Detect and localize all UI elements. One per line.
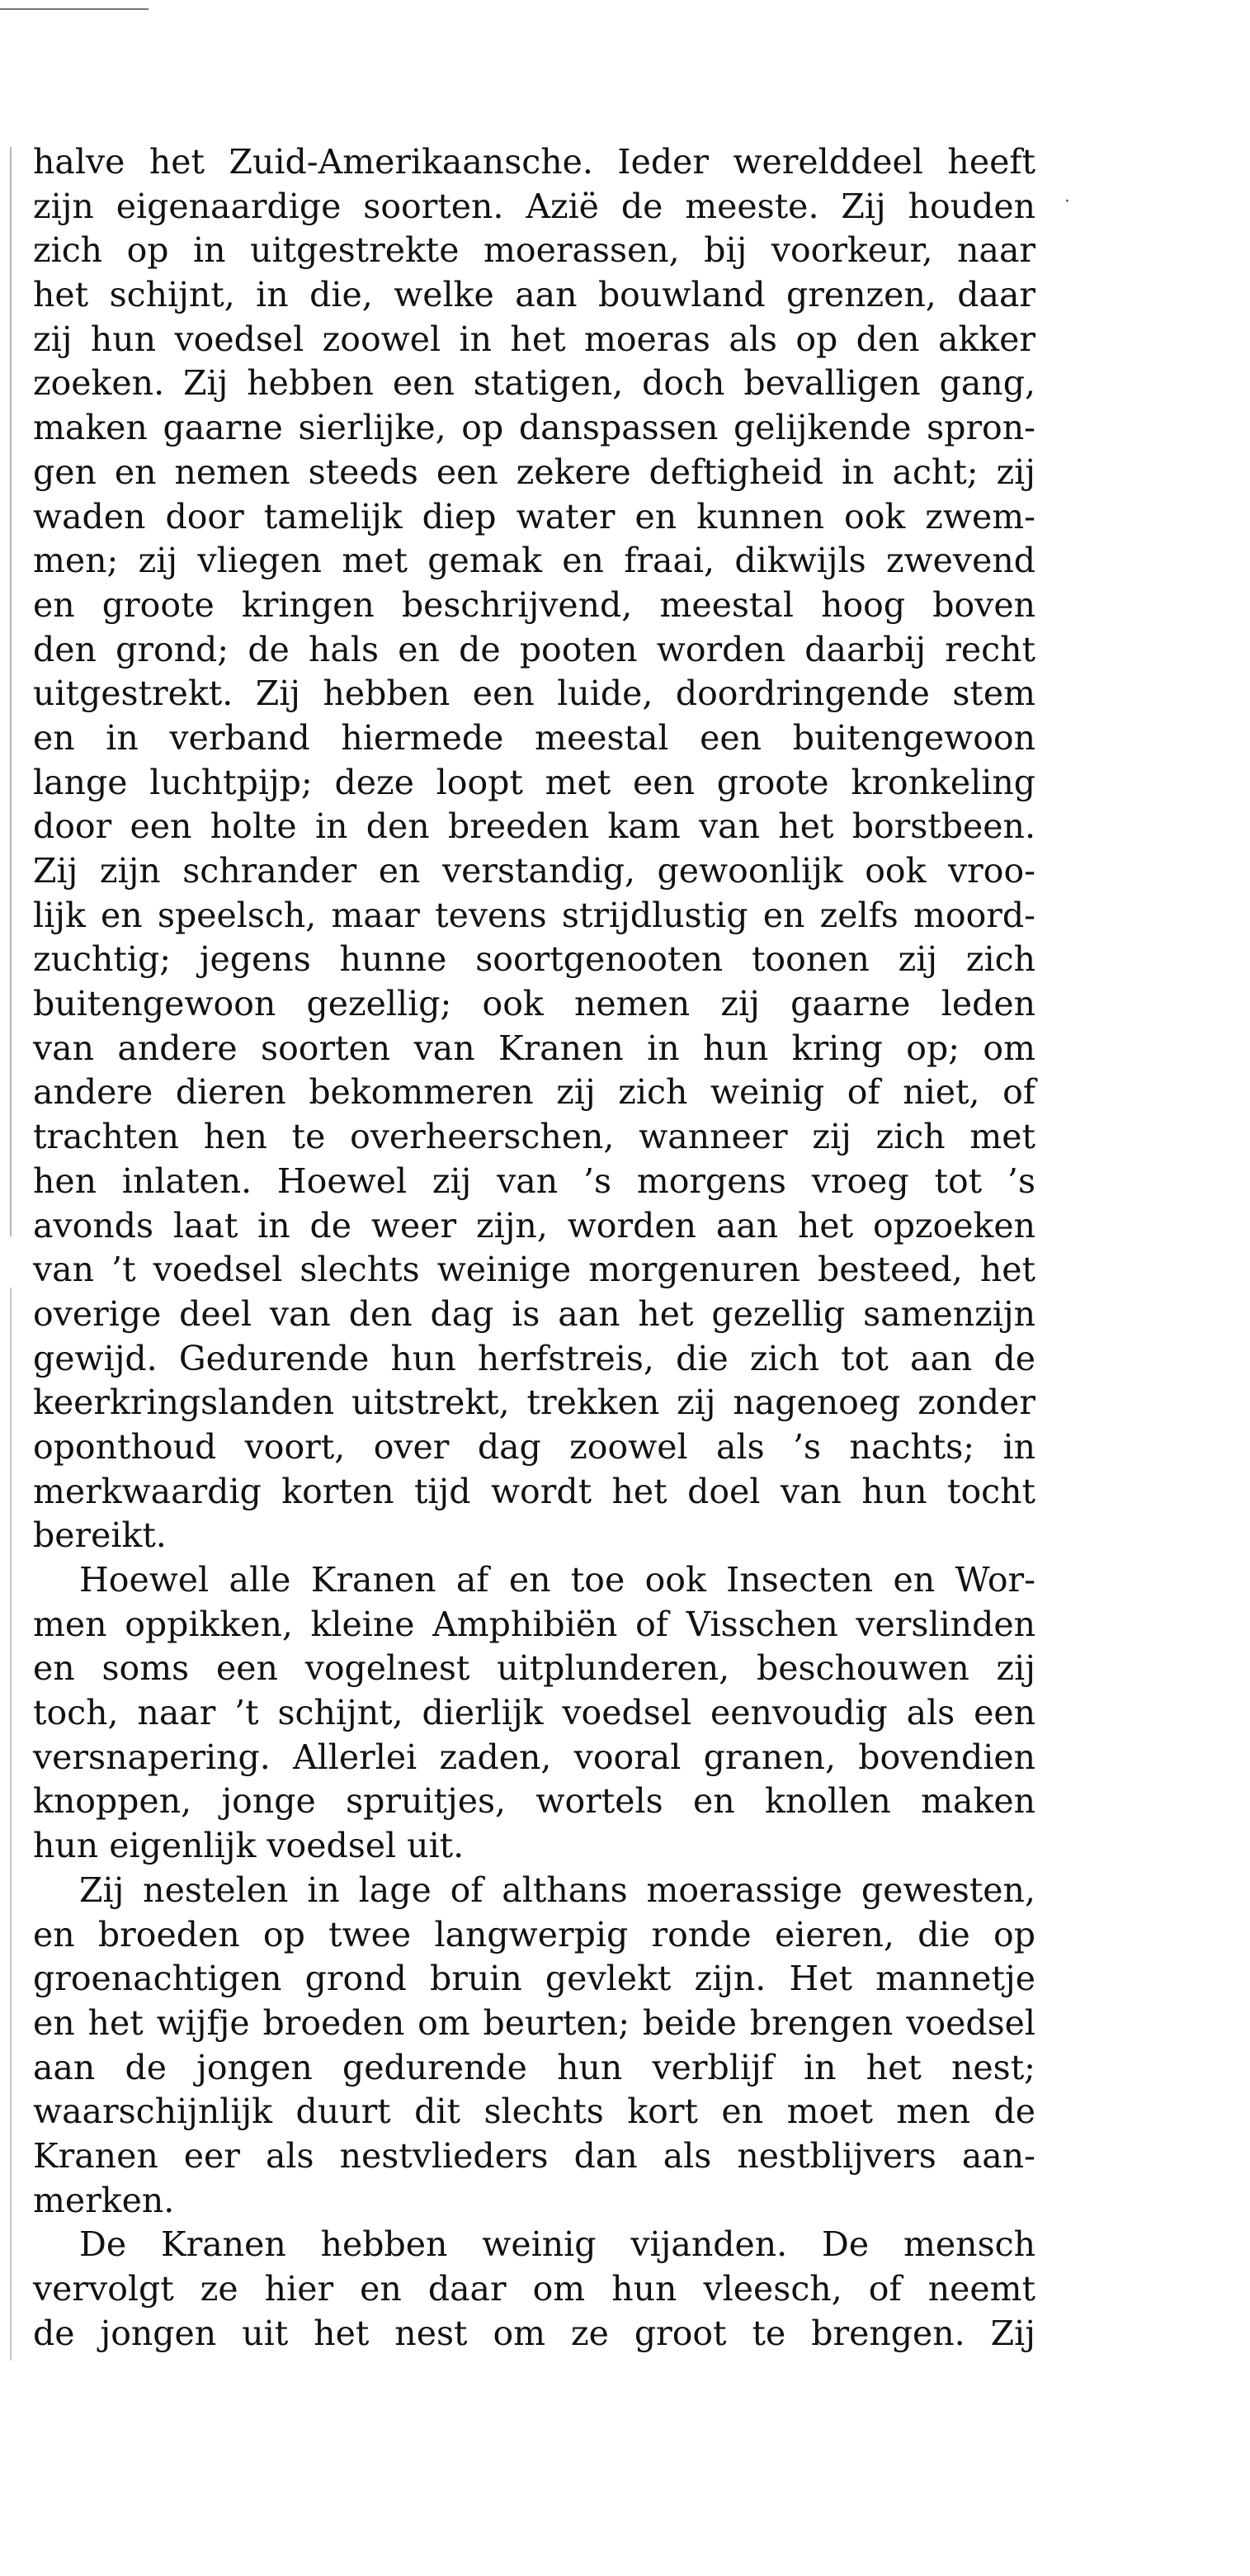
text-line: buitengewoon gezellig; ook nemen zij gaarne leden bbox=[33, 984, 1035, 1024]
text-line: van ’t voedsel slechts weinige morgenuren besteed, het bbox=[33, 1250, 1035, 1290]
text-line: zoeken. Zij hebben een statigen, doch bevalligen gang, bbox=[33, 363, 1035, 404]
text-line: waden door tamelijk diep water en kunnen ook zwem- bbox=[33, 496, 1035, 536]
text-line: lange luchtpijp; deze loopt met een groote kronkeling bbox=[33, 762, 1035, 802]
text-line: zuchtig; jegens hunne soortgenooten toonen zij zich bbox=[33, 939, 1035, 980]
text-line: versnapering. Allerlei zaden, vooral granen, bovendien bbox=[33, 1737, 1035, 1777]
text-line: het schijnt, in die, welke aan bouwland grenzen, daar bbox=[33, 275, 1035, 315]
text-line: maken gaarne sierlijke, op danspassen gelijkende spron- bbox=[33, 408, 1035, 448]
text-line: en broeden op twee langwerpig ronde eieren, die op bbox=[33, 1914, 1035, 1954]
text-line: van andere soorten van Kranen in hun kring op; om bbox=[33, 1028, 1035, 1068]
text-line: avonds laat in de weer zijn, worden aan het opzoeken bbox=[33, 1205, 1035, 1245]
text-line: hun eigenlijk voedsel uit. bbox=[33, 1826, 465, 1866]
text-line: trachten hen te overheerschen, wanneer zij zich met bbox=[33, 1117, 1035, 1157]
margin-line bbox=[10, 147, 12, 1236]
text-line: gen en nemen steeds een zekere deftigheid in acht; zij bbox=[33, 451, 1035, 492]
text-line: halve het Zuid-Amerikaansche. Ieder werelddeel heeft bbox=[33, 142, 1035, 182]
text-line: vervolgt ze hier en daar om hun vleesch, of neemt bbox=[33, 2269, 1035, 2309]
margin-line-lower bbox=[10, 1288, 12, 2361]
text-line: door een holte in den breeden kam van het borstbeen. bbox=[33, 806, 1035, 847]
text-line: andere dieren bekommeren zij zich weinig of niet, of bbox=[33, 1072, 1035, 1113]
text-line: men; zij vliegen met gemak en fraai, dikwijls zwevend bbox=[33, 541, 1035, 581]
text-line: en in verband hiermede meestal een buitengewoon bbox=[33, 717, 1035, 758]
text-line: Zij zijn schrander en verstandig, gewoonlijk ook vroo- bbox=[33, 851, 1035, 891]
text-line: merkwaardig korten tijd wordt het doel van hun tocht bbox=[33, 1471, 1035, 1511]
text-line: toch, naar ’t schijnt, dierlijk voedsel eenvoudig als een bbox=[33, 1693, 1035, 1733]
text-line: lijk en speelsch, maar tevens strijdlustig en zelfs moord- bbox=[33, 895, 1035, 935]
text-line: keerkringslanden uitstrekt, trekken zij nagenoeg zonder bbox=[33, 1383, 1035, 1423]
text-line: zij hun voedsel zoowel in het moeras als op den akker bbox=[33, 319, 1035, 359]
text-line: en groote kringen beschrijvend, meestal hoog boven bbox=[33, 584, 1035, 625]
text-line: den grond; de hals en de pooten worden daarbij recht bbox=[33, 629, 1035, 669]
text-line: overige deel van den dag is aan het gezellig samenzijn bbox=[33, 1293, 1035, 1334]
text-line: Zij nestelen in lage of althans moerassige gewesten, bbox=[79, 1869, 1035, 1910]
text-line: groenachtigen grond bruin gevlekt zijn. Het mannetje bbox=[33, 1959, 1035, 1999]
text-line: merken. bbox=[33, 2180, 175, 2220]
text-line: men oppikken, kleine Amphibiën of Visschen verslinden bbox=[33, 1604, 1035, 1644]
text-line: de jongen uit het nest om ze groot te brengen. Zij bbox=[33, 2313, 1035, 2353]
text-line: knoppen, jonge spruitjes, wortels en knollen maken bbox=[33, 1781, 1035, 1822]
text-line: zich op in uitgestrekte moerassen, bij voorkeur, naar bbox=[33, 230, 1035, 271]
text-line: zijn eigenaardige soorten. Azië de meeste. Zij houden bbox=[33, 186, 1035, 226]
text-line: bereikt. bbox=[33, 1515, 167, 1556]
print-speck: · bbox=[1064, 191, 1070, 212]
text-line: oponthoud voort, over dag zoowel als ’s nachts; in bbox=[33, 1426, 1035, 1467]
text-line: waarschijnlijk duurt dit slechts kort en moet men de bbox=[33, 2092, 1035, 2132]
text-line: en soms een vogelnest uitplunderen, beschouwen zij bbox=[33, 1648, 1035, 1689]
text-line: gewijd. Gedurende hun herfstreis, die zich tot aan de bbox=[33, 1338, 1035, 1378]
text-line: Hoewel alle Kranen af en toe ook Insecten en Wor- bbox=[79, 1560, 1035, 1600]
text-line: aan de jongen gedurende hun verblijf in het nest; bbox=[33, 2047, 1035, 2087]
text-line: hen inlaten. Hoewel zij van ’s morgens vroeg tot ’s bbox=[33, 1160, 1035, 1201]
top-rule bbox=[0, 8, 149, 10]
text-line: De Kranen hebben weinig vijanden. De mensch bbox=[79, 2224, 1035, 2265]
text-line: Kranen eer als nestvlieders dan als nestblijvers aan- bbox=[33, 2135, 1035, 2176]
body-text bbox=[33, 140, 1035, 2356]
text-line: en het wijfje broeden om beurten; beide brengen voedsel bbox=[33, 2002, 1035, 2043]
text-line: uitgestrekt. Zij hebben een luide, doordringende stem bbox=[33, 674, 1035, 714]
